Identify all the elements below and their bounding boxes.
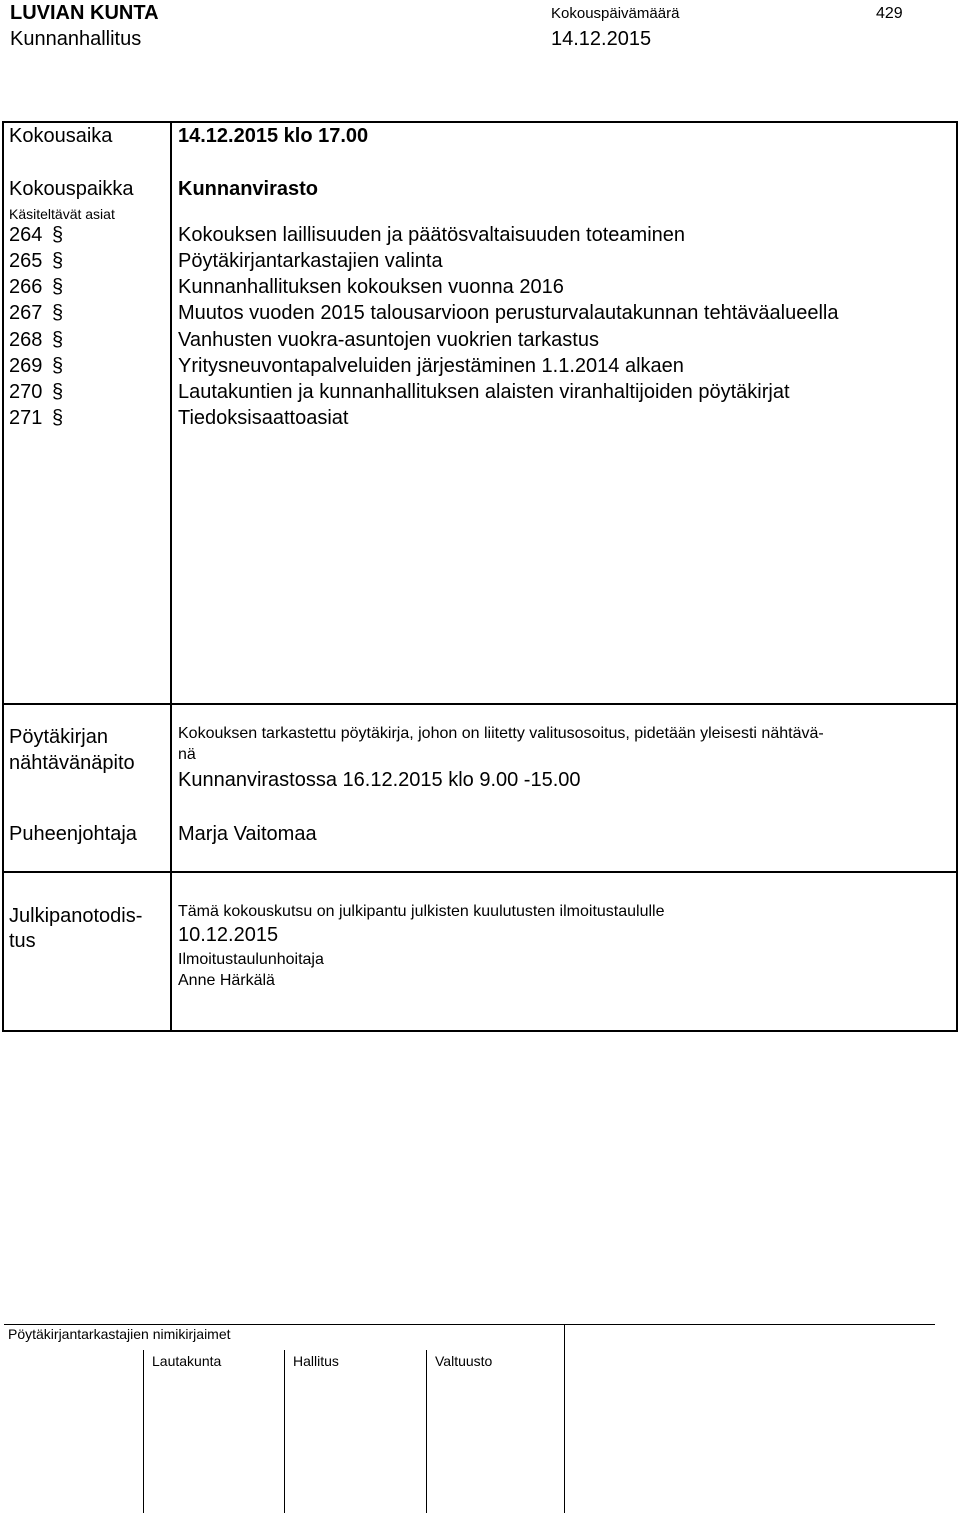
section-icon: § bbox=[52, 250, 64, 272]
section-icon: § bbox=[52, 276, 64, 298]
meeting-place-label: Kokouspaikka bbox=[9, 178, 134, 200]
page-number: 429 bbox=[876, 5, 903, 22]
meeting-time-label: Kokousaika bbox=[9, 125, 113, 147]
notice-person: Anne Härkälä bbox=[178, 972, 275, 989]
section-icon: § bbox=[52, 407, 64, 429]
item-number: 264 bbox=[9, 224, 43, 246]
item-title: Kokouksen laillisuuden ja päätösvaltaisuuden toteaminen bbox=[178, 224, 686, 246]
signature-divider bbox=[564, 1324, 565, 1513]
signature-divider bbox=[143, 1350, 144, 1513]
display-label: Pöytäkirjan bbox=[9, 726, 108, 748]
item-title: Lautakuntien ja kunnanhallituksen alaisten viranhaltijoiden pöytäkirjat bbox=[178, 381, 790, 403]
signature-table-top bbox=[4, 1324, 935, 1325]
notice-label: Julkipanotodis- bbox=[9, 905, 143, 927]
item-title: Vanhusten vuokra-asuntojen vuokrien tarkastus bbox=[178, 329, 599, 351]
meeting-date: 14.12.2015 bbox=[551, 28, 652, 50]
item-title: Muutos vuoden 2015 talousarvioon perusturvalautakunnan tehtäväalueella bbox=[178, 302, 839, 324]
signature-divider bbox=[426, 1350, 427, 1513]
signature-column-lautakunta: Lautakunta bbox=[152, 1353, 222, 1369]
item-number: 268 bbox=[9, 329, 43, 351]
signature-divider bbox=[284, 1350, 285, 1513]
notice-label: tus bbox=[9, 930, 36, 952]
section-icon: § bbox=[52, 224, 64, 246]
agenda-frame bbox=[2, 121, 958, 1032]
item-number: 267 bbox=[9, 302, 43, 324]
display-text: nä bbox=[178, 746, 196, 763]
chair-name: Marja Vaitomaa bbox=[178, 823, 317, 845]
items-label: Käsiteltävät asiat bbox=[9, 206, 115, 222]
item-number: 271 bbox=[9, 407, 43, 429]
date-label: Kokouspäivämäärä bbox=[551, 5, 680, 22]
section-divider bbox=[2, 871, 958, 873]
item-title: Pöytäkirjantarkastajien valinta bbox=[178, 250, 443, 272]
item-title: Yritysneuvontapalveluiden järjestäminen 1.1.2014 alkaen bbox=[178, 355, 684, 377]
item-number: 265 bbox=[9, 250, 43, 272]
item-title: Tiedoksisaattoasiat bbox=[178, 407, 349, 429]
meeting-time-value: 14.12.2015 klo 17.00 bbox=[178, 125, 369, 147]
item-number: 269 bbox=[9, 355, 43, 377]
display-text: Kokouksen tarkastettu pöytäkirja, johon on liitetty valitusosoitus, pidetään yleisesti nähtävä- bbox=[178, 725, 824, 742]
item-number: 270 bbox=[9, 381, 43, 403]
item-title: Kunnanhallituksen kokouksen vuonna 2016 bbox=[178, 276, 564, 298]
display-label: nähtävänäpito bbox=[9, 752, 135, 774]
section-icon: § bbox=[52, 302, 64, 324]
display-location: Kunnanvirastossa 16.12.2015 klo 9.00 -15.00 bbox=[178, 769, 581, 791]
chair-label: Puheenjohtaja bbox=[9, 823, 137, 845]
notice-role: Ilmoitustaulunhoitaja bbox=[178, 951, 324, 968]
notice-date: 10.12.2015 bbox=[178, 924, 279, 946]
section-icon: § bbox=[52, 355, 64, 377]
section-divider bbox=[2, 703, 958, 705]
notice-text: Tämä kokouskutsu on julkipantu julkisten kuulutusten ilmoitustaululle bbox=[178, 903, 665, 920]
meeting-place-value: Kunnanvirasto bbox=[178, 178, 319, 200]
signature-column-hallitus: Hallitus bbox=[293, 1353, 339, 1369]
signature-label: Pöytäkirjantarkastajien nimikirjaimet bbox=[8, 1326, 231, 1342]
municipality-name: LUVIAN KUNTA bbox=[10, 2, 159, 24]
section-icon: § bbox=[52, 329, 64, 351]
signature-column-valtuusto: Valtuusto bbox=[435, 1353, 493, 1369]
item-number: 266 bbox=[9, 276, 43, 298]
section-icon: § bbox=[52, 381, 64, 403]
meeting-body: Kunnanhallitus bbox=[10, 28, 142, 50]
column-divider bbox=[170, 121, 172, 1032]
